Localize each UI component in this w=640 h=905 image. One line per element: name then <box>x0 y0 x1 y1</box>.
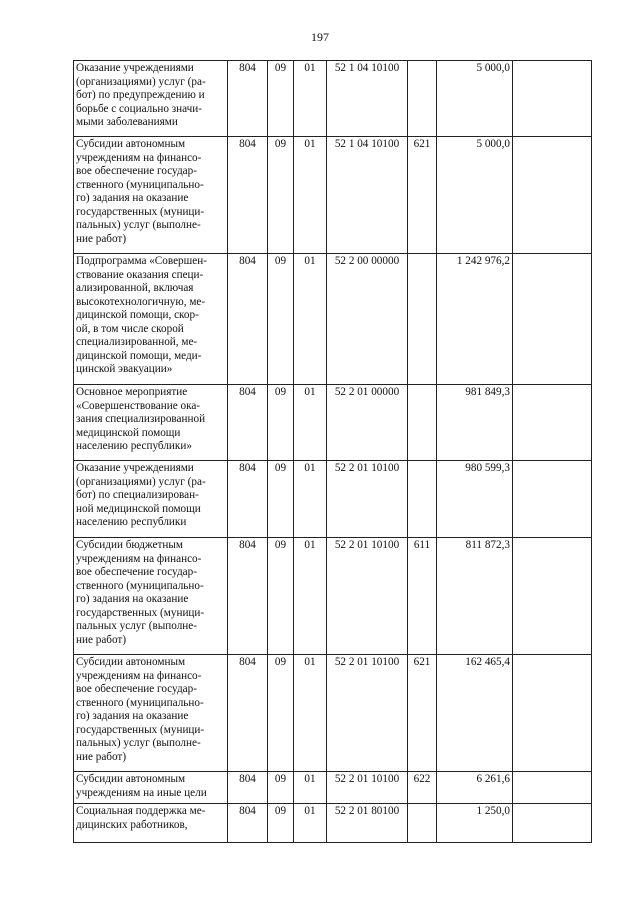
description-line: ственного (муниципально- <box>76 579 204 592</box>
description-line: цинской эвакуации» <box>76 363 173 375</box>
description-line: бот) по специализирован- <box>76 489 199 501</box>
budget-table <box>73 60 592 843</box>
ministry-code: 804 <box>228 538 268 655</box>
target-article-code: 52 2 01 10100 <box>327 772 408 804</box>
description-line: го) задания на оказание <box>76 710 189 722</box>
extra-column <box>513 804 592 843</box>
row-description <box>74 655 228 772</box>
description-line: ой, в том числе скорой <box>76 322 184 335</box>
target-article-code: 52 1 04 10100 <box>327 137 408 254</box>
description-line: специализированной, ме- <box>76 336 198 348</box>
description-line: (организациями) услуг (ра- <box>76 75 206 88</box>
description-line: вое обеспечение государ- <box>76 566 197 578</box>
target-article-code: 52 2 00 00000 <box>327 254 408 385</box>
amount: 981 849,3 <box>437 385 513 461</box>
description-line: государственных (муници- <box>76 205 205 218</box>
target-article-code: 52 2 01 80100 <box>327 804 408 843</box>
description-line: зания специализированной <box>76 413 206 425</box>
expense-kind-code: 621 <box>408 137 437 254</box>
target-article-code: 52 2 01 10100 <box>327 538 408 655</box>
description-line: пальных услуг (выполне- <box>76 620 197 632</box>
expense-kind-code <box>408 385 437 461</box>
description-line: го) задания на оказание <box>76 593 189 605</box>
expense-kind-code: 621 <box>408 655 437 772</box>
extra-column <box>513 137 592 254</box>
description-line: ние работ) <box>76 750 127 763</box>
description-line: борьбе с социально значи- <box>76 102 202 115</box>
subsection-code: 01 <box>294 137 327 254</box>
amount: 162 465,4 <box>437 655 513 772</box>
description-line: Оказание учреждениями <box>76 62 194 74</box>
row-description <box>74 385 228 461</box>
extra-column <box>513 461 592 538</box>
description-line: мыми заболеваниями <box>76 116 178 128</box>
amount: 1 242 976,2 <box>437 254 513 385</box>
description-line: ствование оказания специ- <box>76 268 204 281</box>
row-description <box>74 137 228 254</box>
description-line: ственного (муниципально- <box>76 178 204 191</box>
description-line: населению республики» <box>76 440 192 452</box>
ministry-code: 804 <box>228 385 268 461</box>
table-row <box>74 385 592 461</box>
extra-column <box>513 772 592 804</box>
ministry-code: 804 <box>228 254 268 385</box>
subsection-code: 01 <box>294 461 327 538</box>
extra-column <box>513 254 592 385</box>
description-line: ние работ) <box>76 633 127 646</box>
description-line: дицинской помощи, скор- <box>76 309 199 321</box>
description-line: вое обеспечение государ- <box>76 165 197 177</box>
description-line: дицинской помощи, меди- <box>76 349 202 362</box>
description-line: Основное мероприятие <box>76 386 188 398</box>
expense-kind-code <box>408 254 437 385</box>
table-row <box>74 254 592 385</box>
subsection-code: 01 <box>294 804 327 843</box>
table-row <box>74 461 592 538</box>
extra-column <box>513 655 592 772</box>
description-line: Субсидии бюджетным <box>76 539 183 551</box>
description-line: Социальная поддержка ме- <box>76 805 206 817</box>
section-code: 09 <box>268 772 294 804</box>
description-line: Подпрограмма «Совершен- <box>76 255 207 267</box>
description-line: Субсидии автономным <box>76 656 186 668</box>
amount: 980 599,3 <box>437 461 513 538</box>
description-line: учреждениям на финансо- <box>76 552 202 565</box>
amount: 5 000,0 <box>437 61 513 137</box>
subsection-code: 01 <box>294 385 327 461</box>
ministry-code: 804 <box>228 804 268 843</box>
ministry-code: 804 <box>228 772 268 804</box>
subsection-code: 01 <box>294 61 327 137</box>
amount: 811 872,3 <box>437 538 513 655</box>
extra-column <box>513 61 592 137</box>
amount: 6 261,6 <box>437 772 513 804</box>
ministry-code: 804 <box>228 61 268 137</box>
subsection-code: 01 <box>294 772 327 804</box>
description-line: Субсидии автономным <box>76 138 186 150</box>
description-line: медицинской помощи <box>76 426 181 439</box>
description-line: бот) по предупреждению и <box>76 89 205 101</box>
target-article-code: 52 2 01 10100 <box>327 655 408 772</box>
description-line: го) задания на оказание <box>76 192 189 204</box>
table-row <box>74 61 592 137</box>
expense-kind-code <box>408 61 437 137</box>
subsection-code: 01 <box>294 538 327 655</box>
table-row <box>74 538 592 655</box>
amount: 5 000,0 <box>437 137 513 254</box>
description-line: «Совершенствование ока- <box>76 399 201 412</box>
section-code: 09 <box>268 538 294 655</box>
subsection-code: 01 <box>294 254 327 385</box>
description-line: пальных) услуг (выполне- <box>76 737 201 749</box>
expense-kind-code <box>408 804 437 843</box>
section-code: 09 <box>268 655 294 772</box>
section-code: 09 <box>268 804 294 843</box>
page-number: 197 <box>311 30 329 44</box>
extra-column <box>513 385 592 461</box>
description-line: вое обеспечение государ- <box>76 683 197 695</box>
description-line: государственных (муници- <box>76 723 205 736</box>
row-description <box>74 461 228 538</box>
description-line: ализированной, включая <box>76 282 194 294</box>
description-line: дицинских работников, <box>76 818 188 831</box>
ministry-code: 804 <box>228 655 268 772</box>
row-description <box>74 804 228 843</box>
expense-kind-code: 622 <box>408 772 437 804</box>
section-code: 09 <box>268 461 294 538</box>
expense-kind-code: 611 <box>408 538 437 655</box>
target-article-code: 52 2 01 10100 <box>327 461 408 538</box>
description-line: учреждениям на иные цели <box>76 786 207 799</box>
section-code: 09 <box>268 385 294 461</box>
target-article-code: 52 2 01 00000 <box>327 385 408 461</box>
expense-kind-code <box>408 461 437 538</box>
table-row <box>74 772 592 804</box>
table-row <box>74 804 592 843</box>
description-line: высокотехнологичную, ме- <box>76 295 206 308</box>
description-line: Субсидии автономным <box>76 773 186 785</box>
row-description <box>74 538 228 655</box>
description-line: ственного (муниципально- <box>76 696 204 709</box>
ministry-code: 804 <box>228 461 268 538</box>
amount: 1 250,0 <box>437 804 513 843</box>
table-row <box>74 137 592 254</box>
row-description <box>74 61 228 137</box>
section-code: 09 <box>268 254 294 385</box>
subsection-code: 01 <box>294 655 327 772</box>
description-line: населению республики <box>76 516 187 528</box>
description-line: учреждениям на финансо- <box>76 669 202 682</box>
description-line: учреждениям на финансо- <box>76 151 202 164</box>
row-description <box>74 254 228 385</box>
extra-column <box>513 538 592 655</box>
description-line: Оказание учреждениями <box>76 462 194 474</box>
description-line: пальных) услуг (выполне- <box>76 219 201 231</box>
description-line: ной медицинской помощи <box>76 502 201 515</box>
section-code: 09 <box>268 137 294 254</box>
description-line: (организациями) услуг (ра- <box>76 475 206 488</box>
description-line: государственных (муници- <box>76 606 205 619</box>
row-description <box>74 772 228 804</box>
table-row <box>74 655 592 772</box>
target-article-code: 52 1 04 10100 <box>327 61 408 137</box>
ministry-code: 804 <box>228 137 268 254</box>
section-code: 09 <box>268 61 294 137</box>
description-line: ние работ) <box>76 232 127 245</box>
